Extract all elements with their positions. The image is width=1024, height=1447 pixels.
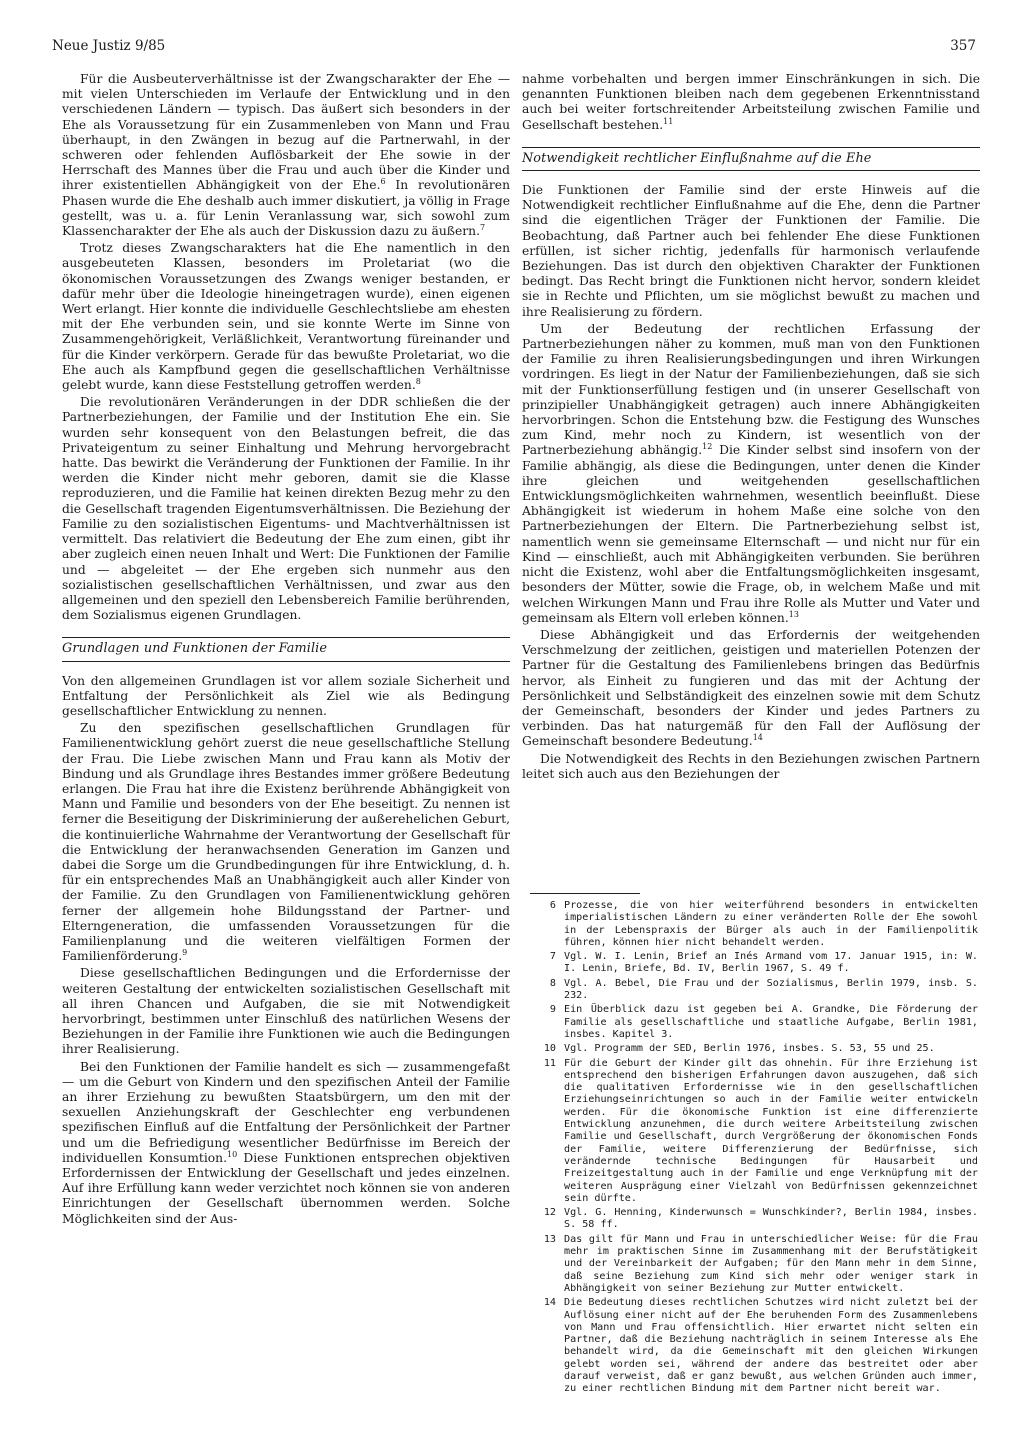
footnote [530, 1043, 978, 1055]
page-header [52, 38, 976, 60]
footnote-text: Die Bedeutung dieses rechtlichen Schutzes wird nicht zuletzt bei der Auflösung einer nicht auf der Ehe beruhenden Form des Zusammenlebens von Mann und Frau offensichtlich. Hier erwartet nicht selten ein Partner, daß die Beziehung nachträglich in seinem Interesse als Ehe behandelt wird, da die Gemeinschaft mit den gleichen Wirkungen gelebt worden sei, während der andere das bestreitet oder aber darauf verweist, daß er ganz bewußt, aus welchen Gründen auch immer, zu einer rechtlichen Bindung mit dem Partner nicht bereit war. [564, 1297, 978, 1395]
paragraph-text: Die Funktionen der Familie sind der erste Hinweis auf die Notwendigkeit rechtlicher Einflußnahme auf die Ehe, denn die Partner sind die eigentlichen Träger der Funktionen der Familie. Die Beobachtung, daß Partner auch bei fehlender Ehe diese Funktionen erfüllen, ist sicher richtig, jedenfalls für harmonisch verlaufende Beziehungen. Das ist durch den objektiven Charakter der Funktionen bedingt. Das Recht bringt die Funktionen nicht hervor, sondern kleidet sie in Rechte und Pflichten, um sie möglichst bewußt zu machen und ihre Realisierung zu fördern. [522, 183, 980, 319]
footnote-number: 6 [549, 900, 556, 911]
left-paragraphs [62, 72, 510, 623]
paragraph [62, 674, 510, 720]
paragraph-text: Bei den Funktionen der Familie handelt es sich — zusammengefaßt — um die Geburt von Kindern und den spezifischen Anteil der Familie an ihrer Erziehung zu bewußten Staatsbürgern, um den mit der sexuellen Anziehungskraft der Geschlechter eng verbundenen spezifischen Einfluß auf die Entfaltung der Persönlichkeit der Partner und um die Befriedigung wesentlicher Bedürfnisse im Bereich der individuellen Konsumtion. [62, 1059, 510, 1165]
paragraph-text: Die revolutionären Veränderungen in der DDR schließen die der Partnerbeziehungen, der Familie und der Institution Ehe ein. Sie wurden sehr konsequent von den Belastungen befreit, die das Privateigentum zu seiner Einhaltung und Mehrung hervorgebracht hatte. Das bewirkt die Veränderung der Funktionen der Familie. In ihr werden die Kinder nicht mehr geboren, damit sie die Klasse reproduzieren, und die Familie hat keinen direkten Bezug mehr zu den die Gesellschaft tragenden Eigentumsverhältnissen. Die Beziehung der Familie zu den sozialistischen Eigentums- und Machtverhältnissen ist vermittelt. Das relativiert die Bedeutung der Ehe zum einen, gibt ihr aber zugleich einen neuen Inhalt und Wert: Die Funktionen der Familie und — abgeleitet — der Ehe ergeben sich nunmehr aus den sozialistischen gesellschaftlichen Verhältnissen, und zwar aus den allgemeinen und den speziell den Lebensbereich Familie berührenden, dem Sozialismus eigenen Grundlagen. [62, 395, 510, 623]
footnote-ref: 8 [415, 376, 421, 386]
footnote-text: Das gilt für Mann und Frau in unterschiedlicher Weise: für die Frau mehr im praktischen Sinne im Zusammenhang mit der Berufstätigkeit und der Vereinbarkeit der Aufgaben; für den Mann mehr in dem Sinne, daß seine Beziehung zum Kind sich mehr oder weniger stark in Abhängigkeit von seiner Beziehung zur Mutter entwickelt. [564, 1233, 978, 1294]
paragraph [522, 752, 980, 782]
footnote-ref: 10 [227, 1149, 238, 1159]
paragraph-text: Trotz dieses Zwangscharakters hat die Ehe namentlich in den ausgebeuteten Klassen, besonders im Proletariat (wo die ökonomischen Voraussetzungen des Zwangs weniger bestanden, er dafür mehr über die Ideologie hineingetragen wurde), einen eigenen Wert erlangt. Hier konnte die individuelle Geschlechtsliebe am ehesten mit der Ehe verbunden sein, und sie konnte Werte im Sinne von Zusammengehörigkeit, Verläßlichkeit, Verantwortung füreinander und für die Kinder verkörpern. Gerade für das bewußte Proletariat, wo die Ehe auch als Kampfbund gegen die gesellschaftlichen Verhältnisse gelebt wurde, kann diese Feststellung getroffen werden. [62, 241, 510, 393]
paragraph [62, 1060, 510, 1227]
footnote [530, 1004, 978, 1041]
paragraph [62, 72, 510, 239]
footnote-text: Vgl. W. I. Lenin, Brief an Inés Armand vom 17. Januar 1915, in: W. I. Lenin, Briefe, Bd. IV, Berlin 1967, S. 49 f. [564, 951, 978, 975]
right-section-paragraphs [522, 183, 980, 782]
paragraph [62, 966, 510, 1057]
footnote [530, 1234, 978, 1295]
paragraph-text: Die Kinder selbst sind insofern von der Familie abhängig, als diese die Bedingungen, unter denen die Kinder ihre gleichen und weitgehenden gesellschaftlichen Entwicklungsmöglichkeiten wahrnehmen, wesentlich beeinflußt. Diese Abhängigkeit ist wiederum in hohem Maße eine solche von den Partnerbeziehungen der Eltern. Die Partnerbeziehung selbst ist, namentlich wenn sie gemeinsame Elternschaft — und nicht nur für ein Kind — einschließt, auch mit Abhängigkeiten verbunden. Sie berühren nicht die Existenz, wohl aber die Entfaltungsmöglichkeiten insgesamt, besonders der Mütter, sowie die Frage, ob, in welchem Maße und mit welchen Wirkungen Mann und Frau ihre Rolle als Mutter und Vater und gemeinsam als Eltern voll erleben können. [522, 443, 980, 625]
footnote-ref: 9 [182, 948, 188, 958]
left-section-paragraphs [62, 674, 510, 1227]
footnote-ref: 12 [702, 442, 713, 452]
footnote [530, 900, 978, 949]
paragraph [522, 183, 980, 320]
paragraph-text: Diese Abhängigkeit und das Erfordernis der weitgehenden Verschmelzung der zeitlichen, geistigen und materiellen Potenzen der Partner für die Gestaltung des Familienlebens bringen das Bedürfnis hervor, als Einheit zu fungieren und das mit der Achtung der Persönlichkeit und Selbständigkeit des einzelnen sowie mit dem Schutz der Gemeinschaft, besonders der Kinder und jedes Partners zu verbinden. Das hat naturgemäß für den Fall der Auflösung der Gemeinschaft besondere Bedeutung. [522, 627, 980, 749]
right-intro-paragraph [522, 72, 980, 133]
right-column [522, 72, 980, 784]
paragraph-text: In revolutionären Phasen wurde die Ehe deshalb auch immer diskutiert, ja völlig in Frage gestellt, was u. a. für Lenin Veranlassung war, sich sowohl zum Klassencharakter der Ehe als auch der Diskussion dazu zu äußern. [62, 178, 511, 239]
footnote-text: Für die Geburt der Kinder gilt das ohnehin. Für ihre Erziehung ist entsprechend den bisherigen Erfahrungen davon auszugehen, daß sich die qualitativen Erfordernisse wie in den gesellschaftlichen Erziehungseinrichtungen so auch in der Familie weiter entwickeln werden. Für die ökonomische Funktion ist eine differenzierte Entwicklung anzunehmen, die durch weitere Arbeitsteilung zwischen Familie und Gesellschaft, durch Vergrößerung der ökonomischen Fonds der Familie, weitere Differenzierung der Bedürfnisse, sich verändernde technische Bedingungen für Hausarbeit und Freizeitgestaltung auch in der Familie und enge Verknüpfung mit der weiteren Ausprägung einer Vielzahl von Bedürfnissen gekennzeichnet sein dürfte. [564, 1057, 978, 1204]
paragraph-text: Die Notwendigkeit des Rechts in den Beziehungen zwischen Partnern leitet sich auch aus den Beziehungen der [522, 751, 980, 781]
section-heading-notwendigkeit [522, 147, 980, 171]
paragraph [522, 322, 980, 626]
footnote [530, 978, 978, 1003]
footnote-text: Prozesse, die von hier weiterführend besonders in entwickelten imperialistischen Ländern zu einer veränderten Rolle der Ehe sowohl in der Lebenspraxis der Bürger als auch in der Familienpolitik führen, können hier nicht behandelt werden. [564, 900, 978, 948]
page-number: 357 [950, 38, 976, 54]
footnotes [530, 893, 978, 1398]
footnote-ref: 7 [480, 222, 486, 232]
footnote-ref: 11 [663, 116, 674, 126]
footnote-number: 13 [543, 1233, 556, 1245]
paragraph [62, 241, 510, 393]
paragraph [62, 395, 510, 623]
paragraph [62, 721, 510, 964]
footnote [530, 1297, 978, 1395]
footnote-text: Vgl. Programm der SED, Berlin 1976, insbes. S. 53, 55 und 25. [564, 1043, 935, 1055]
footnote-number: 9 [549, 1004, 556, 1016]
section-title: Grundlagen und Funktionen der Familie [62, 641, 328, 657]
footnote-number: 11 [543, 1057, 556, 1069]
footnote-number: 10 [543, 1043, 556, 1055]
footnote [530, 1207, 978, 1232]
paragraph-text: nahme vorbehalten und bergen immer Einschränkungen in sich. Die genannten Funktionen bleiben nach dem gegebenen Erkenntnisstand auch bei weiter fortschreitender Arbeitsteilung zwischen Familie und Gesellschaft bestehen. [522, 72, 980, 132]
left-column [62, 72, 510, 1229]
footnote-text: Vgl. A. Bebel, Die Frau und der Sozialismus, Berlin 1979, insb. S. 232. [564, 977, 978, 1002]
footnote-number: 12 [543, 1207, 556, 1219]
paragraph [522, 72, 980, 133]
footnote-text: Vgl. G. Henning, Kinderwunsch = Wunschkinder?, Berlin 1984, insbes. S. 58 ff. [564, 1207, 978, 1231]
paragraph-text: Zu den spezifischen gesellschaftlichen Grundlagen für Familienentwicklung gehört zuerst die neue gesellschaftliche Stellung der Frau. Die Liebe zwischen Mann und Frau kann als Motiv der Bindung und als Grundlage ihres Bestandes immer größere Bedeutung erlangen. Die Frau hat ihre die Existenz berührende Abhängigkeit von Mann und Familie und besonders von der Ehe beseitigt. Zu nennen ist ferner die Beseitigung der Diskriminierung der außerehelichen Geburt, die kontinuierliche Wahrnahme der Verantwortung der Gesellschaft für die Entwicklung der heranwachsenden Generation im Ganzen und dabei die Sorge um die Grundbedingungen für ihre Entwicklung, d. h. für ein entsprechendes Maß an Unabhängigkeit auch aller Kinder von der Familie. Zu den Grundlagen von Familienentwicklung gehören ferner der allgemein hohe Bildungsstand der Partner- und Elterngeneration, die umfassenden Voraussetzungen für die Familienplanung und die weiteren vielfältigen Formen der Familienförderung. [62, 721, 510, 964]
paragraph [522, 628, 980, 750]
footnote [530, 951, 978, 976]
section-heading-grundlagen [62, 637, 510, 661]
footnote-rule [530, 893, 640, 894]
paragraph-text: Diese gesellschaftlichen Bedingungen und die Erfordernisse der weiteren Gestaltung der entwickelten sozialistischen Gesellschaft mit all ihren Chancen und Aufgaben, die sie mit Notwendigkeit hervorbringt, bestimmen unter Einschluß des natürlichen Wesens der Beziehungen in der Familie ihre Funktionen wie auch die Bedingungen ihrer Realisierung. [62, 966, 510, 1057]
paragraph-text: Diese Funktionen entsprechen objektiven Erfordernissen der Entwicklung der Gesellschaft und jedes einzelnen. Auf ihre Erfüllung kann weder verzichtet noch können sie von anderen Einrichtungen der Gesellschaft übernommen werden. Solche Möglichkeiten sind der Aus- [62, 1150, 510, 1226]
footnote-number: 7 [549, 951, 556, 963]
paragraph-text: Für die Ausbeuterverhältnisse ist der Zwangscharakter der Ehe — mit vielen Unterschieden im Verlaufe der Entwicklung und in den verschiedenen Ländern — typisch. Das äußert sich besonders in der Ehe als Voraussetzung für ein Zusammenleben von Mann und Frau überhaupt, in den Zwängen in bezug auf die Partnerwahl, in der schweren oder fehlenden Auflösbarkeit der Ehe sowie in der Herrschaft des Mannes über die Frau und auch über die Kinder und ihrer existentiellen Abhängigkeit von der Ehe. [62, 72, 510, 193]
journal-title: Neue Justiz 9/85 [52, 38, 166, 54]
section-title: Notwendigkeit rechtlicher Einflußnahme auf die Ehe [522, 150, 872, 166]
footnote-ref: 13 [788, 609, 799, 619]
footnote-text: Ein Überblick dazu ist gegeben bei A. Grandke, Die Förderung der Familie als gesellschaftliche und staatliche Aufgabe, Berlin 1981, insbes. Kapitel 3. [564, 1004, 978, 1040]
footnote-number: 8 [549, 977, 556, 989]
footnote-ref: 6 [380, 177, 386, 187]
footnote-number: 14 [543, 1297, 556, 1309]
paragraph-text: Um der Bedeutung der rechtlichen Erfassung der Partnerbeziehungen näher zu kommen, muß man von den Funktionen der Familie zu ihren Realisierungsbedingungen und ihren Wirkungen vordringen. Es liegt in der Natur der Familienbeziehungen, daß sie sich mit der Funktionserfüllung festigen und (in unserer Gesellschaft von prinzipieller Unabhängigkeit getragen) auch innere Abhängigkeiten hervorbringen. Schon die Entstehung bzw. die Festigung des Wunsches zum Kind, mehr noch zu Kindern, ist wesentlich von der Partnerbeziehung abhängig. [522, 321, 980, 458]
footnote-list [530, 900, 978, 1396]
footnote [530, 1058, 978, 1206]
paragraph-text: Von den allgemeinen Grundlagen ist vor allem soziale Sicherheit und Entfaltung der Persönlichkeit als Ziel wie als Bedingung gesellschaftlicher Entwicklung zu nennen. [62, 673, 510, 718]
footnote-ref: 14 [752, 733, 763, 743]
